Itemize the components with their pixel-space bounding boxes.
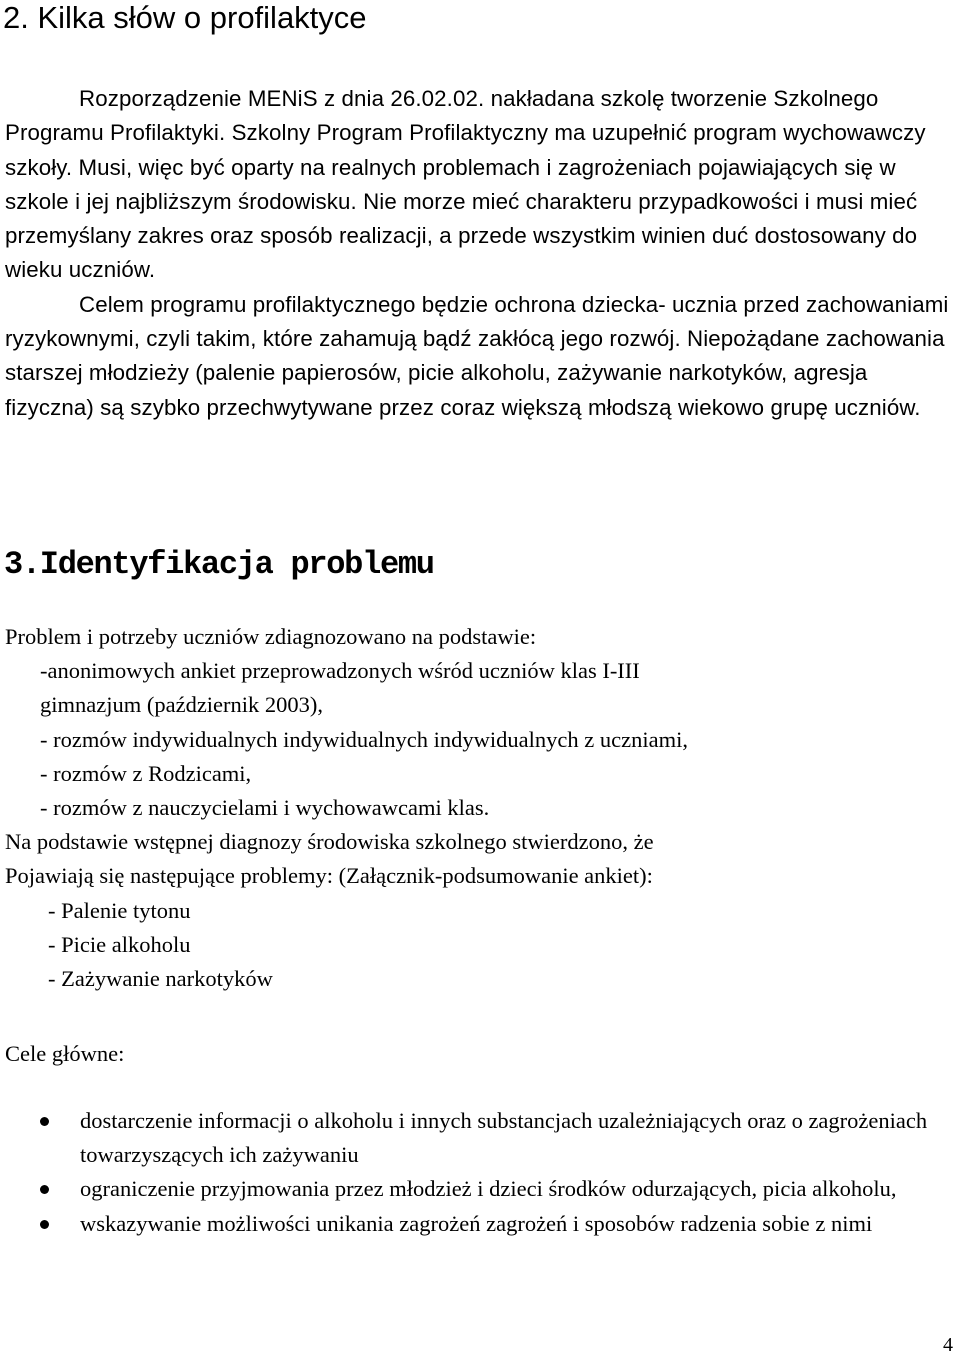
goal-text: wskazywanie możliwości unikania zagrożeń zagrożeń i sposobów radzenia sobie z nimi — [80, 1210, 873, 1236]
problem-item: - Picie alkoholu — [48, 931, 191, 957]
paragraph-regulation: Rozporządzenie MENiS z dnia 26.02.02. nakładana szkolę tworzenie Szkolnego Programu Profilaktyki. Szkolny Program Profilaktyczny ma uzupełnić program wychowawczy szkoły. Musi, więc być oparty na realnych problemach i zagrożeniach pojawiających się w szkole i jej najbliższym środowisku. Nie morze mieć charakteru przypadkowości i musi mieć przemyślany zakres oraz sposób realizacji, a przede wszystkim winien duć dostosowany do wieku uczniów. — [5, 86, 926, 283]
bullet-icon — [40, 1220, 49, 1229]
goal-text: ograniczenie przyjmowania przez młodzież i dzieci środków odurzających, picia alkoholu, — [80, 1176, 897, 1202]
goal-item — [0, 1104, 960, 1172]
bullet-icon — [40, 1117, 49, 1126]
problem-item: - Palenie tytonu — [48, 897, 191, 923]
source-item: - rozmów indywidualnych indywidualnych indywidualnych z uczniami, — [40, 726, 688, 752]
goals-list — [0, 1104, 960, 1241]
conclusion-line: Pojawiają się następujące problemy: (Załącznik-podsumowanie ankiet): — [5, 863, 653, 889]
goals-label: Cele główne: — [5, 1041, 125, 1066]
goal-item — [0, 1172, 960, 1206]
source-item: - rozmów z Rodzicami, — [40, 760, 252, 786]
page-number: 4 — [943, 1334, 953, 1356]
source-item: - rozmów z nauczycielami i wychowawcami klas. — [40, 795, 490, 821]
problem-item: - Zażywanie narkotyków — [48, 966, 273, 992]
source-item: gimnazjum (październik 2003), — [40, 692, 324, 718]
section-3-body — [5, 620, 955, 996]
diagnosis-intro: Problem i potrzeby uczniów zdiagnozowano na podstawie: — [5, 624, 537, 649]
section-3-heading: 3.Identyfikacja problemu — [4, 546, 434, 583]
goal-item — [0, 1207, 960, 1241]
goal-text: dostarczenie informacji o alkoholu i innych substancjach uzależniających oraz o zagrożeniach towarzyszących ich zażywaniu — [80, 1108, 928, 1168]
conclusion-line: Na podstawie wstępnej diagnozy środowiska szkolnego stwierdzono, że — [5, 829, 654, 855]
section-2-body — [5, 82, 950, 425]
bullet-icon — [40, 1185, 49, 1194]
paragraph-program-goal: Celem programu profilaktycznego będzie ochrona dziecka- ucznia przed zachowaniami ryzykownymi, czyli takim, które zahamują bądź zakłócą jego rozwój. Niepożądane zachowania starszej młodzieży (palenie papierosów, picie alkoholu, zażywanie narkotyków, agresja fizyczna) są szybko przechwytywane przez coraz większą młodszą wiekowo grupę uczniów. — [5, 291, 949, 420]
source-item: -anonimowych ankiet przeprowadzonych wśród uczniów klas I-III — [40, 658, 640, 684]
section-2-heading: 2. Kilka słów o profilaktyce — [3, 0, 367, 35]
